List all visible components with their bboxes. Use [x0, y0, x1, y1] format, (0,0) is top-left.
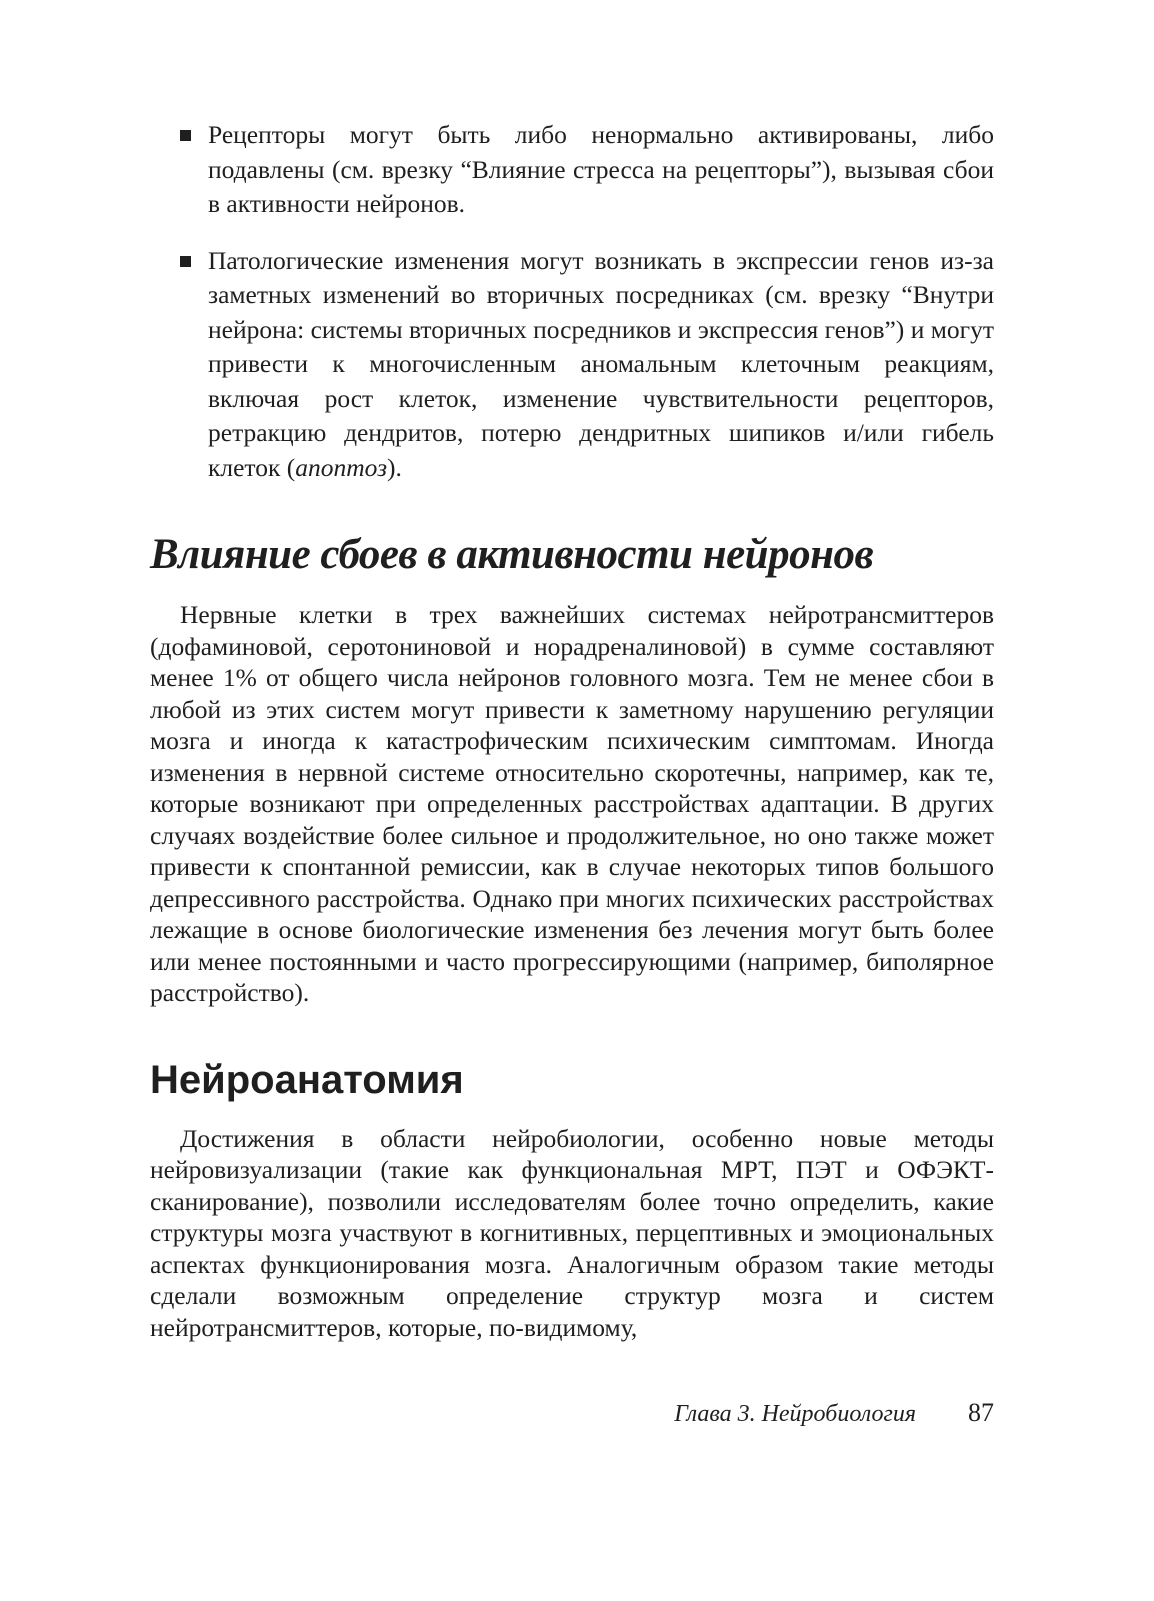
- bullet-item: [150, 244, 994, 486]
- page-number: 87: [968, 1398, 994, 1427]
- bullet-text: Рецепторы могут быть либо ненормально активированы, либо подавлены (см. врезку “Влияние стресса на рецепторы”), вызывая сбои в активности нейронов.: [208, 120, 994, 218]
- bullet-list: [150, 118, 994, 485]
- page-footer: [150, 1398, 994, 1428]
- square-bullet-icon: [180, 130, 191, 141]
- section-paragraph: Достижения в области нейробиологии, особенно новые методы нейровизуализации (такие как функциональная МРТ, ПЭТ и ОФЭКТ-сканирование), позволили исследователям более точно определить, какие структуры мозга участвуют в когнитивных, перцептивных и эмоциональных аспектах функционирования мозга. Аналогичным образом такие методы сделали возможным определение структур мозга и систем нейротрансмиттеров, которые, по-видимому,: [150, 1123, 994, 1342]
- page-content: [150, 118, 994, 1343]
- bullet-item: [150, 118, 994, 222]
- italic-term: апоптоз: [295, 452, 388, 482]
- section-paragraph: Нервные клетки в трех важнейших системах нейротрансмиттеров (дофаминовой, серотониновой и норадреналиновой) в сумме составляют менее 1% от общего числа нейронов головного мозга. Тем не менее сбои в любой из этих систем могут привести к заметному нарушению регуляции мозга и иногда к катастрофическим психическим симптомам. Иногда изменения в нервной системе относительно скоротечны, например, как те, которые возникают при определенных расстройствах адаптации. В других случаях воздействие более сильное и продолжительное, но оно также может привести к спонтанной ремиссии, как в случае некоторых типов большого депрессивного расстройства. Однако при многих психических расстройствах лежащие в основе биологические изменения без лечения могут быть более или менее постоянными и часто прогрессирующими (например, биполярное расстройство).: [150, 600, 994, 1007]
- bullet-text: Патологические изменения могут возникать в экспрессии генов из-за заметных изменений во вторичных посредниках (см. врезку “Внутри нейрона: системы вторичных посредников и экспрессия генов”) и могут привести к многочисленным аномальным клеточным реакциям, включая рост клеток, изменение чувствительности рецепторов, ретракцию дендритов, потерю дендритных шипиков и/или гибель клеток (: [208, 245, 994, 482]
- square-bullet-icon: [180, 256, 191, 267]
- bullet-text-end: ).: [387, 452, 402, 482]
- section-heading: Нейроанатомия: [150, 1057, 464, 1102]
- running-footer-chapter: Глава 3. Нейробиология: [674, 1401, 916, 1427]
- section-heading: Влияние сбоев в активности нейронов: [150, 531, 874, 578]
